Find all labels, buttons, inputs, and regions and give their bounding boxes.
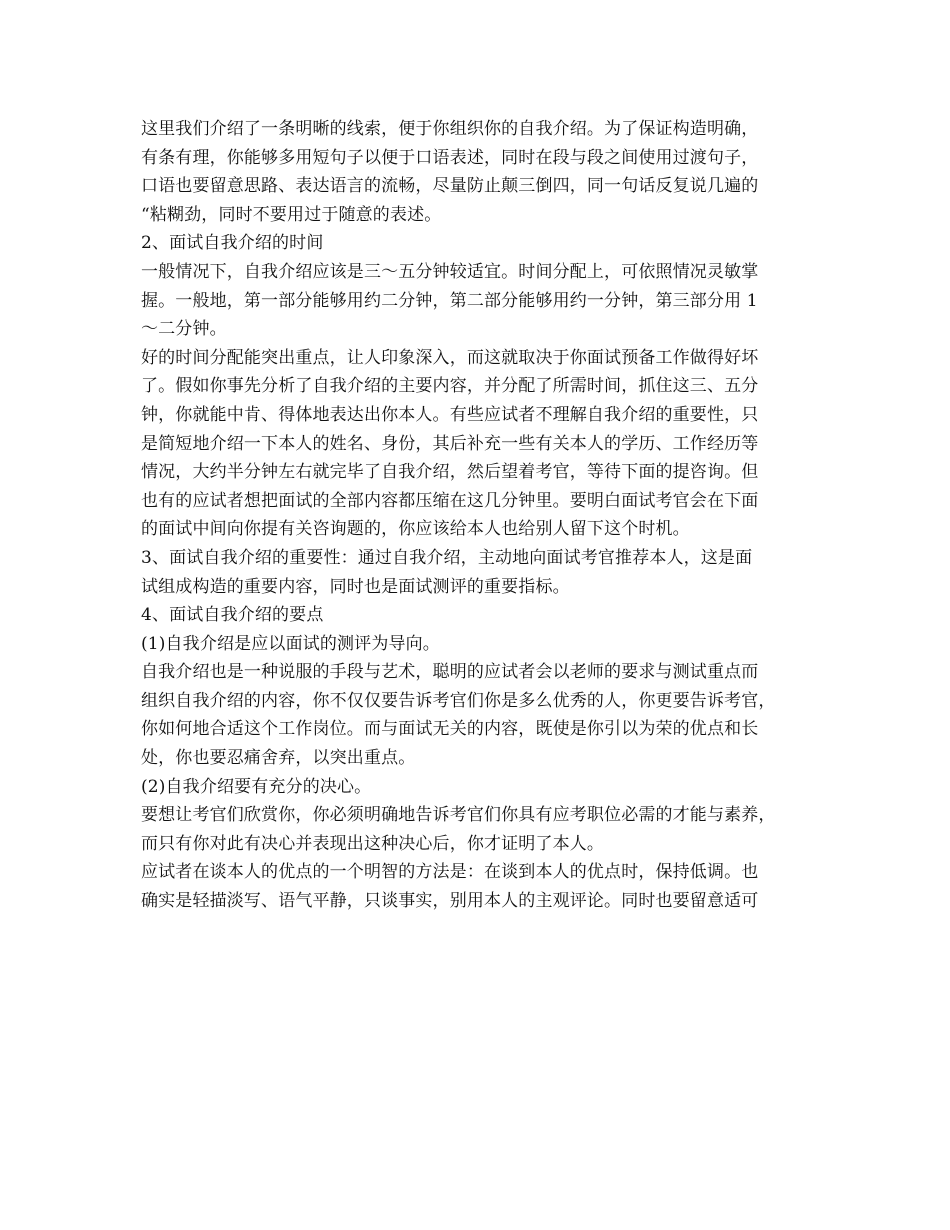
text-line: 这里我们介绍了一条明晰的线索，便于你组织你的自我介绍。为了保证构造明确，: [141, 119, 759, 139]
text-line: 了。假如你事先分析了自我介绍的主要内容，并分配了所需时间，抓住这三、五分: [141, 376, 759, 397]
text-line: 组织自我介绍的内容，你不仅仅要告诉考官们你是多么优秀的人，你更要告诉考官，: [141, 690, 776, 711]
subsection-heading: (2)自我介绍要有充分的决心。: [141, 776, 372, 797]
text-line: 要想让考官们欣赏你，你必须明确地告诉考官们你具有应考职位必需的才能与素养，: [141, 805, 776, 826]
text-line: 你如何地合适这个工作岗位。而与面试无关的内容，既使是你引以为荣的优点和长: [141, 719, 759, 740]
text-line: 有条有理，你能够多用短句子以便于口语表述，同时在段与段之间使用过渡句子，: [141, 147, 759, 168]
text-line: 情况，大约半分钟左右就完毕了自我介绍，然后望着考官，等待下面的提咨询。但: [141, 462, 759, 483]
subsection-heading: (1)自我介绍是应以面试的测评为导向。: [141, 633, 440, 654]
section-heading: 4、面试自我介绍的要点: [141, 605, 324, 626]
text-line: 而只有你对此有决心并表现出这种决心后，你才证明了本人。: [141, 833, 605, 854]
text-line: “粘糊劲，同时不要用过于随意的表述。: [141, 204, 442, 225]
document-body: [141, 115, 813, 916]
text-line: 好的时间分配能突出重点，让人印象深入，而这就取决于你面试预备工作做得好坏: [141, 347, 759, 368]
text-line: 一般情况下，自我介绍应该是三～五分钟较适宜。时间分配上，可依照情况灵敏掌: [141, 261, 759, 282]
text-line: 确实是轻描淡写、语气平静，只谈事实，别用本人的主观评论。同时也要留意适可: [141, 891, 759, 912]
text-line: 的面试中间向你提有关咨询题的，你应该给本人也给别人留下这个时机。: [141, 519, 690, 540]
text-line: 试组成构造的重要内容，同时也是面试测评的重要指标。: [141, 576, 570, 597]
text-line: 处，你也要忍痛舍弃，以突出重点。: [141, 748, 416, 769]
text-line: 应试者在谈本人的优点的一个明智的方法是：在谈到本人的优点时，保持低调。也: [141, 862, 759, 883]
text-line: 钟，你就能中肯、得体地表达出你本人。有些应试者不理解自我介绍的重要性，只: [141, 404, 759, 425]
section-heading: 3、面试自我介绍的重要性：通过自我介绍，主动地向面试考官推荐本人，这是面: [141, 547, 753, 568]
text-line: 自我介绍也是一种说服的手段与艺术，聪明的应试者会以老师的要求与测试重点而: [141, 662, 759, 683]
text-line: 是简短地介绍一下本人的姓名、身份，其后补充一些有关本人的学历、工作经历等: [141, 433, 759, 454]
text-line: 握。一般地，第一部分能够用约二分钟，第二部分能够用约一分钟，第三部分用 1: [141, 290, 758, 311]
text-line: 口语也要留意思路、表达语言的流畅，尽量防止颠三倒四，同一句话反复说几遍的: [141, 176, 759, 197]
text-line: 也有的应试者想把面试的全部内容都压缩在这几分钟里。要明白面试考官会在下面: [141, 490, 759, 511]
text-line: ～二分钟。: [141, 319, 227, 340]
section-heading: 2、面试自我介绍的时间: [141, 233, 324, 254]
